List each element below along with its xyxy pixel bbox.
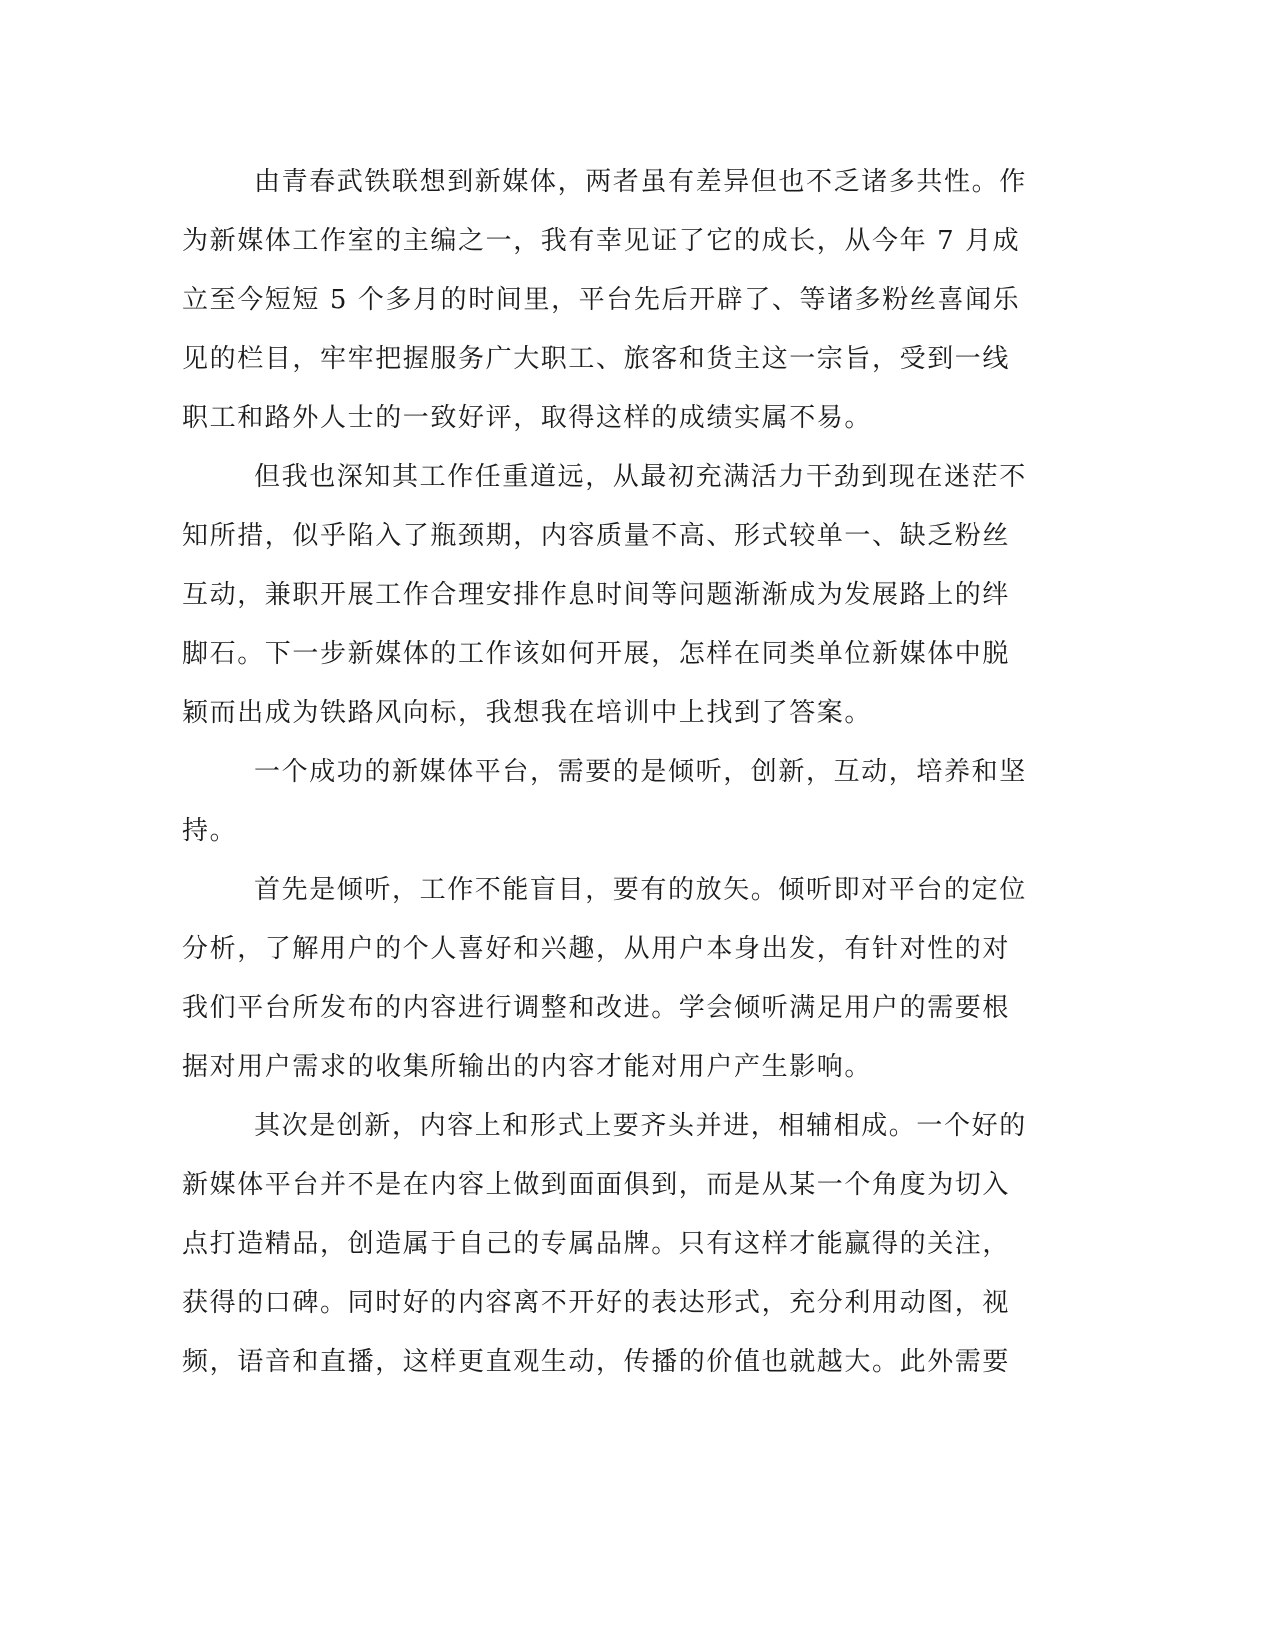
paragraph-4-line-1: 首先是倾听，工作不能盲目，要有的放矢。倾听即对平台的定位: [254, 875, 1027, 905]
paragraph-2-line-4: 脚石。下一步新媒体的工作该如何开展，怎样在同类单位新媒体中脱: [182, 639, 1011, 669]
paragraph-3-line-2: 持。: [182, 816, 238, 846]
paragraph-5-line-2: 新媒体平台并不是在内容上做到面面俱到，而是从某一个角度为切入: [182, 1170, 1011, 1200]
paragraph-1-line-2: 为新媒体工作室的主编之一，我有幸见证了它的成长，从今年 7 月成: [182, 226, 1021, 256]
paragraph-1-line-1: 由青春武铁联想到新媒体，两者虽有差异但也不乏诸多共性。作: [254, 167, 1027, 197]
paragraph-3-line-1: 一个成功的新媒体平台，需要的是倾听，创新，互动，培养和坚: [254, 757, 1027, 787]
paragraph-2-line-1: 但我也深知其工作任重道远，从最初充满活力干劲到现在迷茫不: [254, 462, 1027, 492]
paragraph-5-line-1: 其次是创新，内容上和形式上要齐头并进，相辅相成。一个好的: [254, 1111, 1027, 1141]
paragraph-1-line-4: 见的栏目，牢牢把握服务广大职工、旅客和货主这一宗旨，受到一线: [182, 344, 1011, 374]
paragraph-5-line-4: 获得的口碑。同时好的内容离不开好的表达形式，充分利用动图，视: [182, 1288, 1011, 1318]
paragraph-1-line-5: 职工和路外人士的一致好评，取得这样的成绩实属不易。: [182, 403, 873, 433]
paragraph-5-line-5: 频，语音和直播，这样更直观生动，传播的价值也就越大。此外需要: [182, 1347, 1011, 1377]
paragraph-4-line-4: 据对用户需求的收集所输出的内容才能对用户产生影响。: [182, 1052, 873, 1082]
paragraph-4-line-2: 分析，了解用户的个人喜好和兴趣，从用户本身出发，有针对性的对: [182, 934, 1011, 964]
paragraph-2-line-2: 知所措，似乎陷入了瓶颈期，内容质量不高、形式较单一、缺乏粉丝: [182, 521, 1011, 551]
paragraph-5-line-3: 点打造精品，创造属于自己的专属品牌。只有这样才能赢得的关注，: [182, 1229, 1011, 1259]
paragraph-2-line-3: 互动，兼职开展工作合理安排作息时间等问题渐渐成为发展路上的绊: [182, 580, 1011, 610]
paragraph-2-line-5: 颖而出成为铁路风向标，我想我在培训中上找到了答案。: [182, 698, 873, 728]
paragraph-1-line-3: 立至今短短 5 个多月的时间里，平台先后开辟了、等诸多粉丝喜闻乐: [182, 285, 1021, 315]
paragraph-4-line-3: 我们平台所发布的内容进行调整和改进。学会倾听满足用户的需要根: [182, 993, 1011, 1023]
